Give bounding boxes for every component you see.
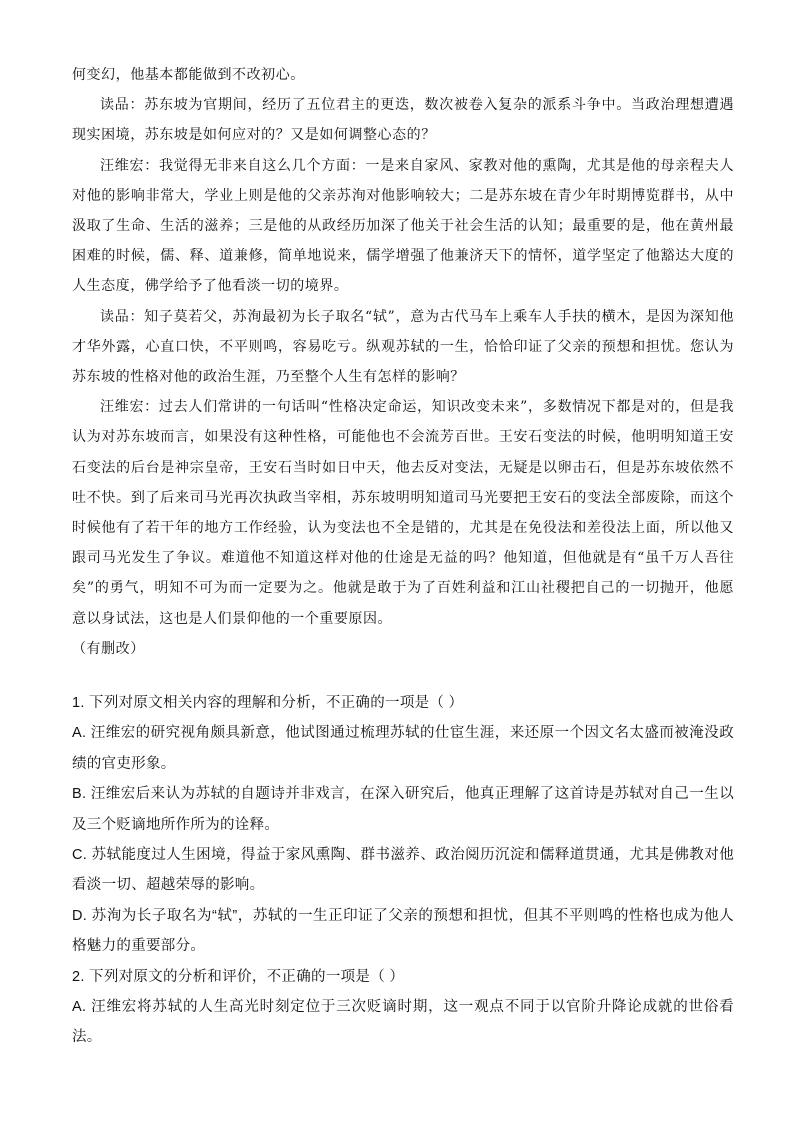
- paragraph-question-2: 读品：知子莫若父，苏洵最初为长子取名“轼”，意为古代马车上乘车人手扶的横木，是因为深知他才华外露，心直口快，不平则鸣，容易吃亏。纵观苏轼的一生，恰恰印证了父亲的预想和担忧。您认为苏东坡的性格对他的政治生涯，乃至整个人生有怎样的影响？: [72, 308, 734, 386]
- question-1-option-c: C. 苏轼能度过人生困境，得益于家风熏陶、群书滋养、政治阅历沉淀和儒释道贯通，尤其是佛教对他看淡一切、超越荣辱的影响。: [72, 847, 734, 894]
- paragraph-question-1: 读品：苏东坡为官期间，经历了五位君主的更迭，数次被卷入复杂的派系斗争中。当政治理想遭遇现实困境，苏东坡是如何应对的？又是如何调整心态的？: [72, 97, 734, 144]
- questions-section: [72, 688, 734, 1053]
- article-body: [72, 60, 734, 664]
- question-1-option-b: B. 汪维宏后来认为苏轼的自题诗并非戏言，在深入研究后，他真正理解了这首诗是苏轼对自己一生以及三个贬谪地所作所为的诠释。: [72, 786, 734, 833]
- question-2-option-a: A. 汪维宏将苏轼的人生高光时刻定位于三次贬谪时期，这一观点不同于以官阶升降论成就的世俗看法。: [72, 999, 734, 1046]
- question-1-option-d: D. 苏洵为长子取名为“轼”，苏轼的一生正印证了父亲的预想和担忧，但其不平则鸣的性格也成为他人格魅力的重要部分。: [72, 907, 734, 955]
- question-1-option-a: A. 汪维宏的研究视角颇具新意，他试图通过梳理苏轼的仕宦生涯，来还原一个因文名太盛而被淹没政绩的官吏形象。: [72, 725, 734, 772]
- paragraph-continuation: 何变幻，他基本都能做到不改初心。: [72, 67, 305, 83]
- paragraph-answer-1: 汪维宏：我觉得无非来自这么几个方面：一是来自家风、家教对他的熏陶，尤其是他的母亲程夫人对他的影响非常大，学业上则是他的父亲苏洵对他影响较大；二是苏东坡在青少年时期博览群书，从中汲取了生命、生活的滋养；三是他的从政经历加深了他关于社会生活的认知；最重要的是，他在黄州最困难的时候，儒、释、道兼修，简单地说来，儒学增强了他兼济天下的情怀，道学坚定了他豁达大度的人生态度，佛学给予了他看淡一切的境界。: [72, 157, 734, 295]
- edit-note: （有删改）: [72, 640, 145, 657]
- paragraph-answer-2: 汪维宏：过去人们常讲的一句话叫“性格决定命运，知识改变未来”，多数情况下都是对的，但是我认为对苏东坡而言，如果没有这种性格，可能他也不会流芳百世。王安石变法的时候，他明明知道王安石变法的后台是神宗皇帝，王安石当时如日中天，他去反对变法，无疑是以卵击石，但是苏东坡依然不吐不快。到了后来司马光再次执政当宰相，苏东坡明明知道司马光要把王安石的变法全部废除，而这个时候他有了若干年的地方工作经验，认为变法也不全是错的，尤其是在免役法和差役法上面，所以他又跟司马光发生了争议。难道他不知道这样对他的仕途是无益的吗？他知道，但他就是有“虽千万人吾往矣”的勇气，明知不可为而一定要为之。他就是敢于为了百姓利益和江山社稷把自己的一切抛开，他愿意以身试法，这也是人们景仰他的一个重要原因。: [72, 399, 734, 627]
- question-1-stem: 1. 下列对原文相关内容的理解和分析，不正确的一项是（ ）: [72, 695, 464, 711]
- question-2-stem: 2. 下列对原文的分析和评价，不正确的一项是（ ）: [72, 968, 405, 985]
